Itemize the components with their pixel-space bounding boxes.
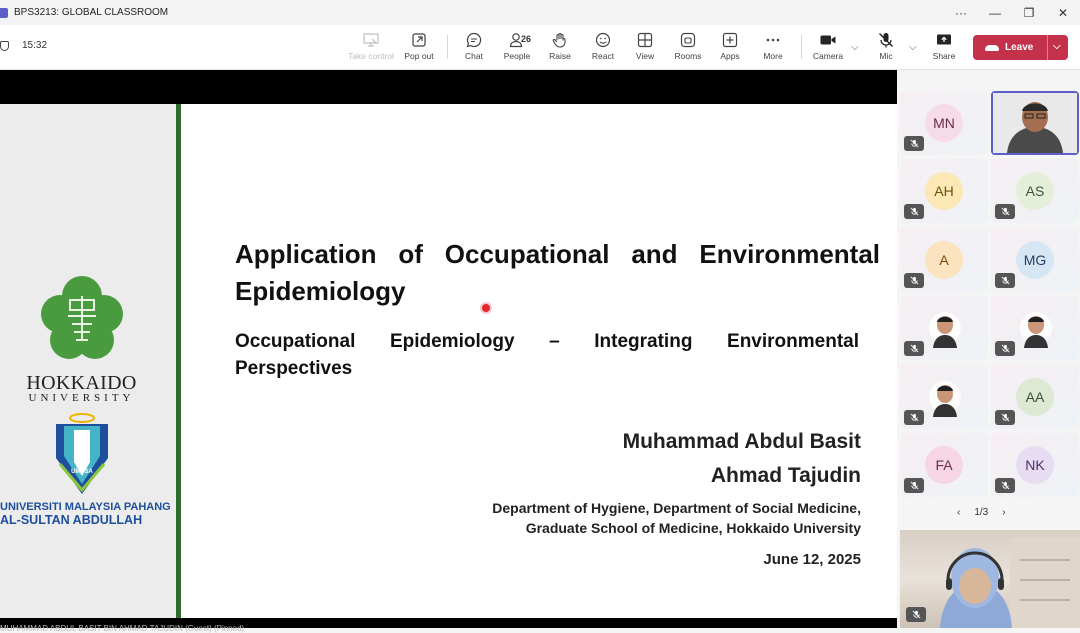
slide-title: Application of Occupational and Environmental Epidemiology	[235, 239, 880, 306]
slide-department-line: Graduate School of Medicine, Hokkaido University	[525, 520, 861, 536]
participant-avatar-photo	[929, 377, 961, 417]
self-video-frame	[900, 530, 1080, 628]
mute-indicator	[904, 136, 924, 151]
title-bar	[0, 0, 1080, 25]
toolbar-divider	[801, 35, 802, 59]
participant-tile[interactable]	[900, 433, 988, 497]
mic-muted-icon	[912, 610, 921, 619]
chat-icon	[465, 31, 483, 49]
participant-tile[interactable]	[900, 159, 988, 223]
people-button[interactable]: 26 People	[494, 31, 540, 65]
participant-avatar: A	[925, 241, 963, 279]
grid-view-icon	[636, 31, 654, 49]
participant-avatar-photo	[929, 308, 961, 348]
umpsa-name-line2: AL-SULTAN ABDULLAH	[0, 513, 143, 527]
restore-button[interactable]: ❐	[1023, 5, 1035, 20]
timer-text: 15:32	[22, 40, 48, 51]
camera-button[interactable]: Camera	[805, 31, 851, 65]
presentation-slide	[0, 104, 897, 618]
participant-avatar: NK	[1016, 446, 1054, 484]
presenter-caption: MUHAMMAD ABDUL BASIT BIN AHMAD TAJUDIN (Guest) (Pinned)	[0, 624, 245, 633]
meeting-timer	[0, 40, 47, 51]
participant-tile[interactable]	[991, 228, 1079, 292]
more-dots-icon	[764, 31, 782, 49]
minimize-button[interactable]: —	[989, 5, 1001, 20]
chat-button[interactable]: Chat	[451, 31, 497, 65]
mic-muted-icon	[877, 31, 895, 49]
hand-icon	[551, 31, 569, 49]
view-button[interactable]: View	[622, 31, 668, 65]
participant-avatar: AS	[1016, 172, 1054, 210]
umpsa-logo	[52, 412, 112, 496]
next-page-icon[interactable]: ›	[1002, 507, 1006, 518]
slide-accent-bar	[176, 104, 181, 618]
hokkaido-university-word: UNIVERSITY	[28, 392, 135, 404]
pop-out-icon	[410, 31, 428, 49]
slide-author: Muhammad Abdul Basit	[622, 430, 861, 453]
participant-avatar: FA	[925, 446, 963, 484]
leave-options-chevron-icon[interactable]: ⌵	[1053, 41, 1061, 52]
slide-subtitle: Occupational Epidemiology – Integrating Environmental Perspectives	[235, 331, 859, 379]
take-control-icon	[362, 31, 380, 49]
mic-muted-icon	[1001, 344, 1010, 353]
shield-icon	[0, 41, 9, 51]
participant-avatar-photo	[1020, 308, 1052, 348]
mic-muted-icon	[1001, 207, 1010, 216]
window-controls	[944, 0, 1080, 25]
self-mute-indicator	[906, 607, 926, 622]
more-button[interactable]: More	[750, 31, 796, 65]
apps-button[interactable]: Apps	[707, 31, 753, 65]
participant-tile[interactable]	[900, 365, 988, 429]
mute-indicator	[904, 410, 924, 425]
participant-avatar: AH	[925, 172, 963, 210]
react-button[interactable]: React	[580, 31, 626, 65]
participant-tile[interactable]	[900, 296, 988, 360]
phone-hangup-icon	[985, 45, 999, 51]
mute-indicator	[995, 478, 1015, 493]
mute-indicator	[904, 478, 924, 493]
participant-gallery	[897, 70, 1080, 628]
share-button[interactable]: Share	[921, 31, 967, 65]
mic-options-chevron-icon[interactable]: ⌵	[909, 42, 917, 53]
previous-page-icon[interactable]: ‹	[957, 507, 961, 518]
rooms-button[interactable]: Rooms	[665, 31, 711, 65]
mic-muted-icon	[1001, 481, 1010, 490]
mute-indicator	[995, 341, 1015, 356]
toolbar-divider	[447, 35, 448, 59]
people-count: 26	[521, 34, 532, 44]
leave-label: Leave	[1005, 42, 1034, 53]
mute-indicator	[904, 273, 924, 288]
mute-indicator	[904, 341, 924, 356]
participant-tile[interactable]	[991, 159, 1079, 223]
mic-muted-icon	[910, 207, 919, 216]
mute-indicator	[904, 204, 924, 219]
page-indicator: 1/3	[974, 507, 989, 518]
window-title: BPS3213: GLOBAL CLASSROOM	[14, 7, 169, 18]
take-control-button[interactable]: Take control	[348, 31, 394, 65]
mic-muted-icon	[910, 276, 919, 285]
camera-icon	[819, 31, 837, 49]
pop-out-button[interactable]: Pop out	[396, 31, 442, 65]
slide-date: June 12, 2025	[763, 551, 861, 568]
participant-avatar: MN	[925, 104, 963, 142]
mute-indicator	[995, 273, 1015, 288]
participant-tile[interactable]	[900, 228, 988, 292]
self-video-preview	[900, 530, 1080, 628]
hokkaido-university-logo	[36, 274, 128, 366]
gallery-pager	[957, 507, 1006, 518]
smiley-icon	[594, 31, 612, 49]
mute-indicator	[995, 410, 1015, 425]
umpsa-name-line1: UNIVERSITI MALAYSIA PAHANG	[0, 501, 171, 513]
more-options-icon[interactable]: ···	[955, 5, 967, 20]
umpsa-badge-text: UMPSA	[71, 469, 93, 475]
mute-indicator	[995, 204, 1015, 219]
participant-avatar: AA	[1016, 378, 1054, 416]
slide-author: Ahmad Tajudin	[710, 464, 861, 487]
meeting-toolbar	[0, 25, 1080, 70]
slide-logo-panel	[0, 104, 176, 618]
leave-button[interactable]	[973, 35, 1068, 60]
camera-options-chevron-icon[interactable]: ⌵	[851, 42, 859, 53]
participant-tile[interactable]	[991, 91, 1079, 155]
slide-department-line: Department of Hygiene, Department of Social Medicine,	[492, 500, 861, 516]
mic-muted-icon	[910, 413, 919, 422]
participant-tile[interactable]	[900, 91, 988, 155]
rooms-icon	[679, 31, 697, 49]
participant-avatar: MG	[1016, 241, 1054, 279]
teams-app-icon	[0, 8, 8, 18]
participant-tile[interactable]	[991, 296, 1079, 360]
laser-pointer-dot	[482, 304, 490, 312]
mic-muted-icon	[910, 139, 919, 148]
shared-content-stage	[0, 70, 897, 633]
close-button[interactable]: ✕	[1057, 5, 1069, 20]
hokkaido-name: HOKKAIDO	[26, 372, 137, 394]
mic-muted-icon	[910, 344, 919, 353]
participant-video	[993, 93, 1077, 153]
share-screen-icon	[935, 31, 953, 49]
mic-muted-icon	[1001, 413, 1010, 422]
participant-tile[interactable]	[991, 365, 1079, 429]
participant-tile[interactable]	[991, 433, 1079, 497]
mic-button[interactable]: Mic	[863, 31, 909, 65]
mic-muted-icon	[910, 481, 919, 490]
raise-hand-button[interactable]: Raise	[537, 31, 583, 65]
mic-muted-icon	[1001, 276, 1010, 285]
apps-plus-icon	[721, 31, 739, 49]
